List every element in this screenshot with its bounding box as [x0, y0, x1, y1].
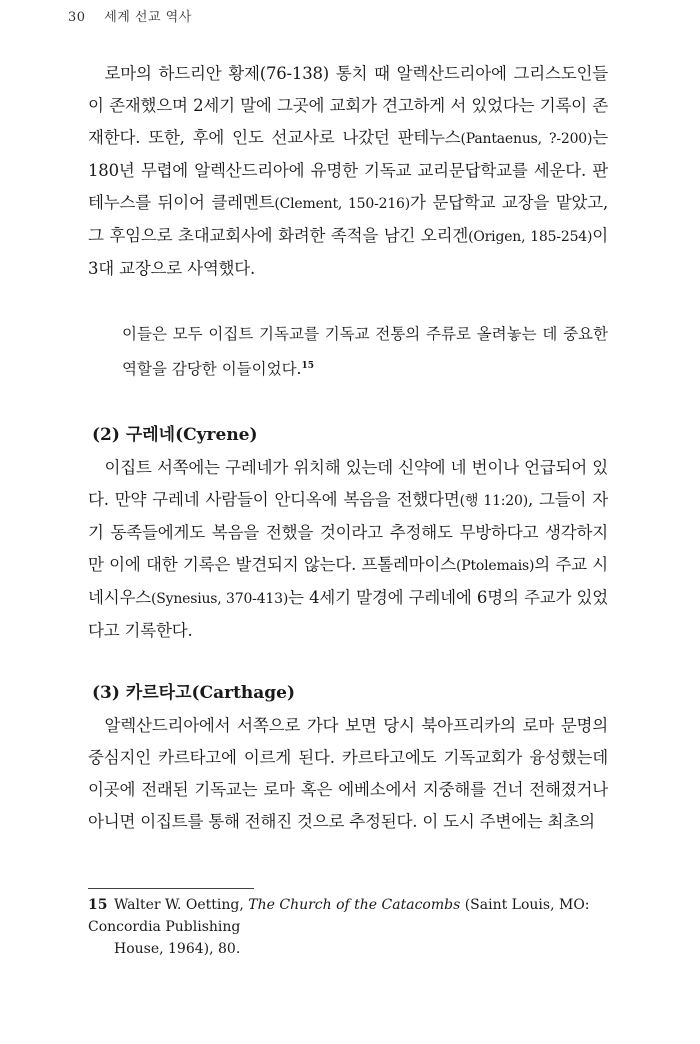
para1-text-a: 로마의 하드리안 황제(76-138) 통치 때 알렉산드리아에 그리스도인들이 존재했으며 2세기 말에 그곳에 교회가 견고하게 서 있었다는 기록이 존재한다. 또한, 후에 인도 선교사로 나갔던 판테누스 [88, 64, 608, 147]
section-heading-carthage: (3) 카르타고(Carthage) [92, 683, 296, 703]
paragraph-alexandria [88, 58, 608, 285]
footnote-number: 15 [88, 897, 108, 913]
footnote-reference: 15 [301, 361, 315, 371]
section3-text: 알렉산드리아에서 서쪽으로 가다 보면 당시 북아프리카의 로마 문명의 중심지인 카르타고에 이르게 된다. 카르타고에도 기독교회가 융성했는데 이곳에 전래된 기독교는 로마 혹은 에베소에서 지중해를 건너 전해졌거나 아니면 이집트를 통해 전해진 것으로 추정된다. 이 도시 주변에는 최초의 [88, 716, 608, 831]
section-heading-cyrene: (2) 구레네(Cyrene) [92, 425, 258, 445]
para1-latin-c: (Origen, 185-254) [468, 229, 593, 245]
block-quote [122, 318, 608, 385]
footnote-author: Walter W. Oetting, [114, 897, 249, 913]
para1-text-c: 가 문답학교 교장을 맡았고, 그 후임으로 초대교회사에 화려한 족적을 남긴 오리겐 [88, 193, 609, 245]
footnote [88, 894, 610, 960]
paragraph-carthage [88, 710, 608, 838]
section2-text-c: 의 주교 시네시우스 [88, 555, 608, 607]
footnote-line2: House, 1964), 80. [114, 941, 241, 957]
running-head [68, 6, 192, 25]
footnote-publisher: (Saint Louis, MO: Concordia Publishing [88, 897, 590, 935]
footnote-divider [88, 888, 254, 889]
section2-latin-c: (Synesius, 370-413) [150, 591, 289, 607]
quote-text: 이들은 모두 이집트 기독교를 기독교 전통의 주류로 올려놓는 데 중요한 역할을 감당한 이들이었다. [122, 325, 608, 379]
section2-latin-a: (행 11:20) [459, 493, 528, 509]
section2-text-b: , 그들이 자기 동족들에게도 복음을 전했을 것이라고 추정해도 무방하다고 생각하지만 이에 대한 기록은 발견되지 않는다. 프톨레마이스 [88, 490, 608, 574]
footnote-book-title: The Church of the Catacombs [248, 897, 461, 913]
section2-text-a: 이집트 서쪽에는 구레네가 위치해 있는데 신약에 네 번이나 언급되어 있다. 만약 구레네 사람들이 안디옥에 복음을 전했다면 [88, 458, 608, 509]
para1-text-d: 이 3대 교장으로 사역했다. [88, 226, 609, 278]
book-title: 세계 선교 역사 [104, 10, 192, 25]
section2-text-d: 는 4세기 말경에 구레네에 6명의 주교가 있었다고 기록한다. [88, 588, 608, 640]
para1-latin-a: (Pantaenus, ?-200) [460, 131, 593, 147]
paragraph-cyrene [88, 452, 608, 647]
para1-latin-b: (Clement, 150-216) [274, 196, 411, 212]
page-number: 30 [68, 10, 86, 25]
section2-latin-b: (Ptolemais) [455, 558, 535, 574]
para1-text-b: 는 180년 무렵에 알렉산드리아에 유명한 기독교 교리문답학교를 세운다. 판테누스를 뒤이어 클레멘트 [88, 128, 609, 212]
